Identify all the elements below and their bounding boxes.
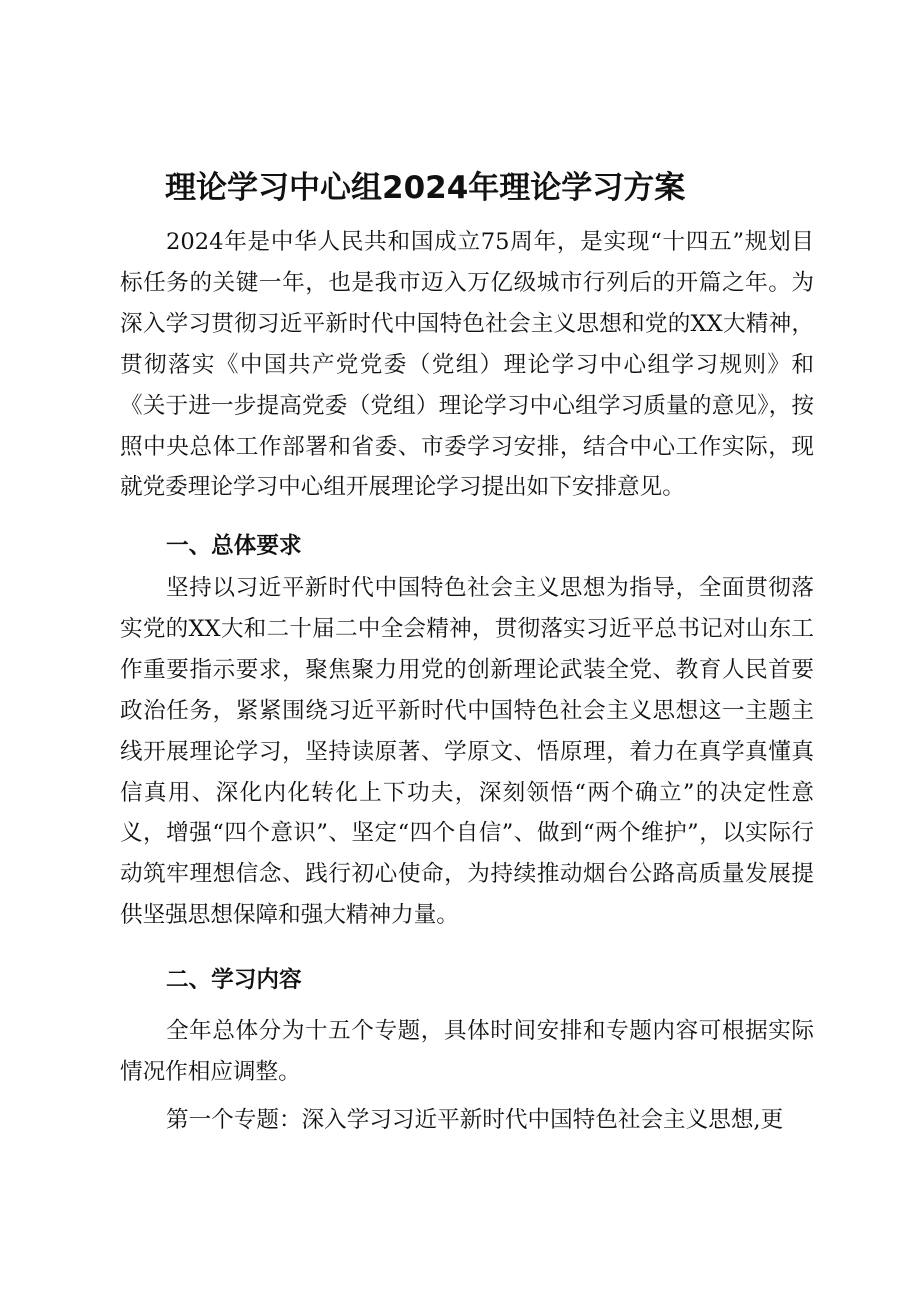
study-content-paragraph: 全年总体分为十五个专题，具体时间安排和专题内容可根据实际情况作相应调整。	[120, 1018, 814, 1085]
document-title: 理论学习中心组2024年理论学习方案	[165, 170, 686, 206]
section-heading-study-content: 二、学习内容	[166, 967, 302, 993]
general-requirements-paragraph: 坚持以习近平新时代中国特色社会主义思想为指导，全面贯彻落实党的XX大和二十届二中全会精神，贯彻落实习近平总书记对山东工作重要指示要求，聚焦聚力用党的创新理论武装全党、教育人民首要政治任务，紧紧围绕习近平新时代中国特色社会主义思想这一主题主线开展理论学习，坚持读原著、学原文、悟原理，着力在真学真懂真信真用、深化内化转化上下功夫，深刻领悟“两个确立”的决定性意义，增强“四个意识”、坚定“四个自信”、做到“两个维护”，以实际行动筑牢理想信念、践行初心使命，为持续推动烟台公路高质量发展提供坚强思想保障和强大精神力量。	[120, 575, 814, 929]
intro-paragraph: 2024年是中华人民共和国成立75周年，是实现“十四五”规划目标任务的关键一年，也是我市迈入万亿级城市行列后的开篇之年。为深入学习贯彻习近平新时代中国特色社会主义思想和党的XX大精神，贯彻落实《中国共产党党委（党组）理论学习中心组学习规则》和《关于进一步提高党委（党组）理论学习中心组学习质量的意见》，按照中央总体工作部署和省委、市委学习安排，结合中心工作实际，现就党委理论学习中心组开展理论学习提出如下安排意见。	[120, 229, 814, 501]
section-heading-general-requirements: 一、总体要求	[166, 533, 302, 559]
first-topic-paragraph: 第一个专题：深入学习习近平新时代中国特色社会主义思想,更	[166, 1107, 784, 1133]
